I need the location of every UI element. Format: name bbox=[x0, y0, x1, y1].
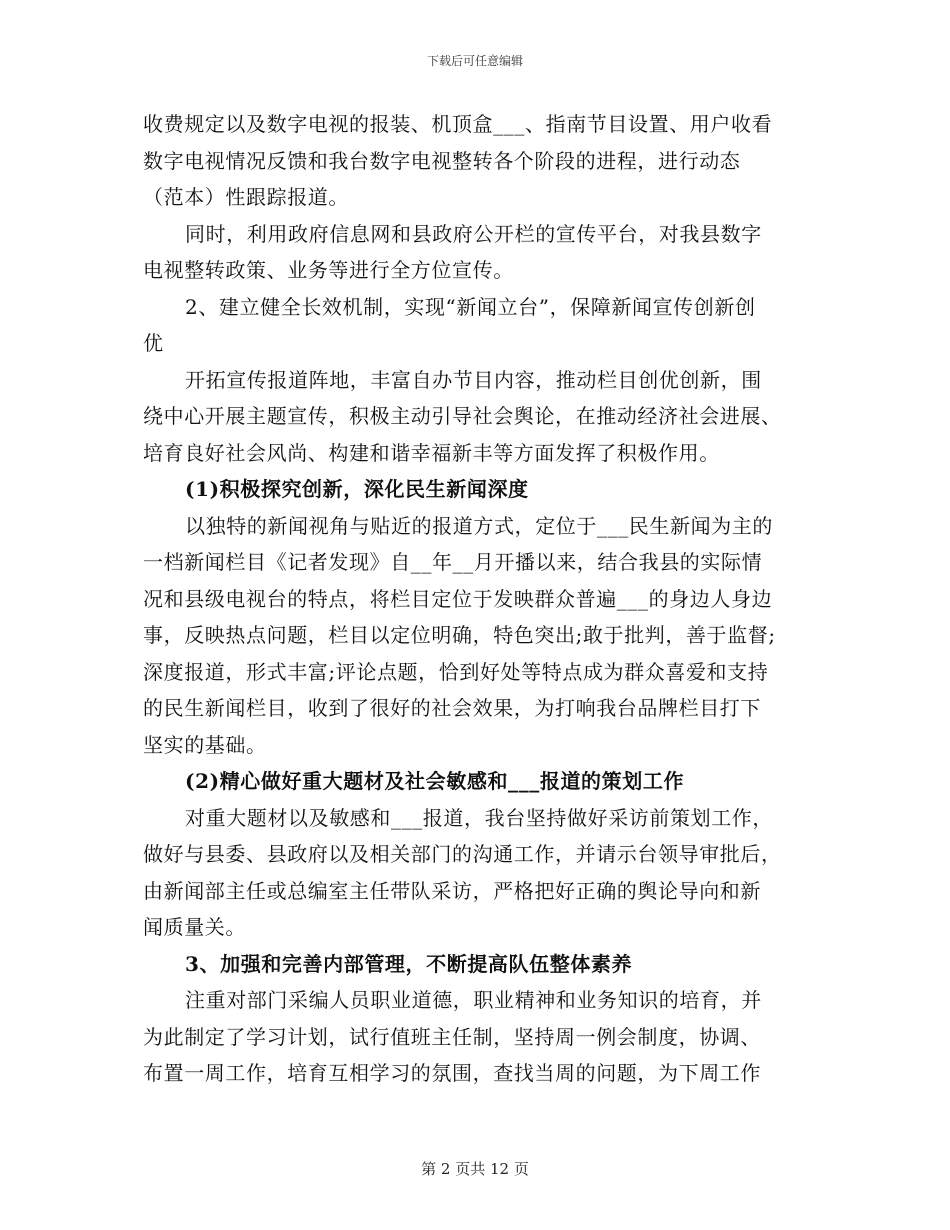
text-line: 布置一周工作，培育互相学习的氛围，查找当周的问题，为下周工作 bbox=[143, 1061, 761, 1085]
text-line: （范本）性跟踪报道。 bbox=[143, 185, 349, 209]
text-line: 开拓宣传报道阵地，丰富自办节目内容，推动栏目创优创新，围 bbox=[185, 367, 762, 392]
text-line: 以独特的新闻视角与贴近的报道方式，定位于___民生新闻为主的 bbox=[185, 513, 773, 538]
text-line: 一档新闻栏目《记者发现》自__年__月开播以来，结合我县的实际情 bbox=[143, 550, 763, 574]
text-line: 同时，利用政府信息网和县政府公开栏的宣传平台，对我县数字 bbox=[185, 221, 762, 246]
text-line: 做好与县委、县政府以及相关部门的沟通工作，并请示台领导审批后， bbox=[143, 842, 782, 866]
text-line: 况和县级电视台的特点，将栏目定位于发映群众普遍___的身边人身边 bbox=[143, 586, 773, 611]
text-line: 坚实的基础。 bbox=[143, 732, 267, 757]
text-line: 为此制定了学习计划，试行值班主任制，坚持周一例会制度，协调、 bbox=[143, 1024, 761, 1049]
section-heading: 3、加强和完善内部管理，不断提高队伍整体素养 bbox=[185, 951, 633, 976]
text-line: 注重对部门采编人员职业道德，职业精神和业务知识的培育，并 bbox=[185, 988, 762, 1012]
text-line: 由新闻部主任或总编室主任带队采访，严格把好正确的舆论导向和新 bbox=[143, 878, 761, 903]
text-line: 收费规定以及数字电视的报装、机顶盒___、指南节目设置、用户收看 bbox=[143, 112, 773, 136]
text-line: 培育良好社会风尚、构建和谐幸福新丰等方面发挥了积极作用。 bbox=[143, 440, 720, 465]
page-header: 下载后可任意编辑 bbox=[426, 54, 523, 68]
text-line: 数字电视情况反馈和我台数字电视整转各个阶段的进程，进行动态 bbox=[143, 148, 741, 173]
document-body bbox=[143, 106, 808, 1092]
text-line: 深度报道，形式丰富;评论点题，恰到好处等特点成为群众喜爱和支持 bbox=[143, 659, 769, 684]
text-line: 绕中心开展主题宣传，积极主动引导社会舆论，在推动经济社会进展、 bbox=[143, 404, 782, 428]
section-heading: 2、建立健全长效机制，实现“新闻立台”，保障新闻宣传创新创 bbox=[185, 294, 756, 319]
text-line: 电视整转政策、业务等进行全方位宣传。 bbox=[143, 258, 514, 282]
text-line: 对重大题材以及敏感和___报道，我台坚持做好采访前策划工作， bbox=[185, 805, 773, 830]
subsection-heading: (1)积极探究创新，深化民生新闻深度 bbox=[185, 477, 529, 501]
text-line: 的民生新闻栏目，收到了很好的社会效果，为打响我台品牌栏目打下 bbox=[143, 696, 761, 720]
text-line: 优 bbox=[143, 331, 164, 355]
page-footer: 第 2 页共 12 页 bbox=[421, 1160, 529, 1178]
text-line: 闻质量关。 bbox=[143, 915, 246, 939]
text-line: 事，反映热点问题，栏目以定位明确，特色突出;敢于批判，善于监督; bbox=[143, 623, 776, 647]
subsection-heading: (2)精心做好重大题材及社会敏感和___报道的策划工作 bbox=[185, 769, 685, 793]
